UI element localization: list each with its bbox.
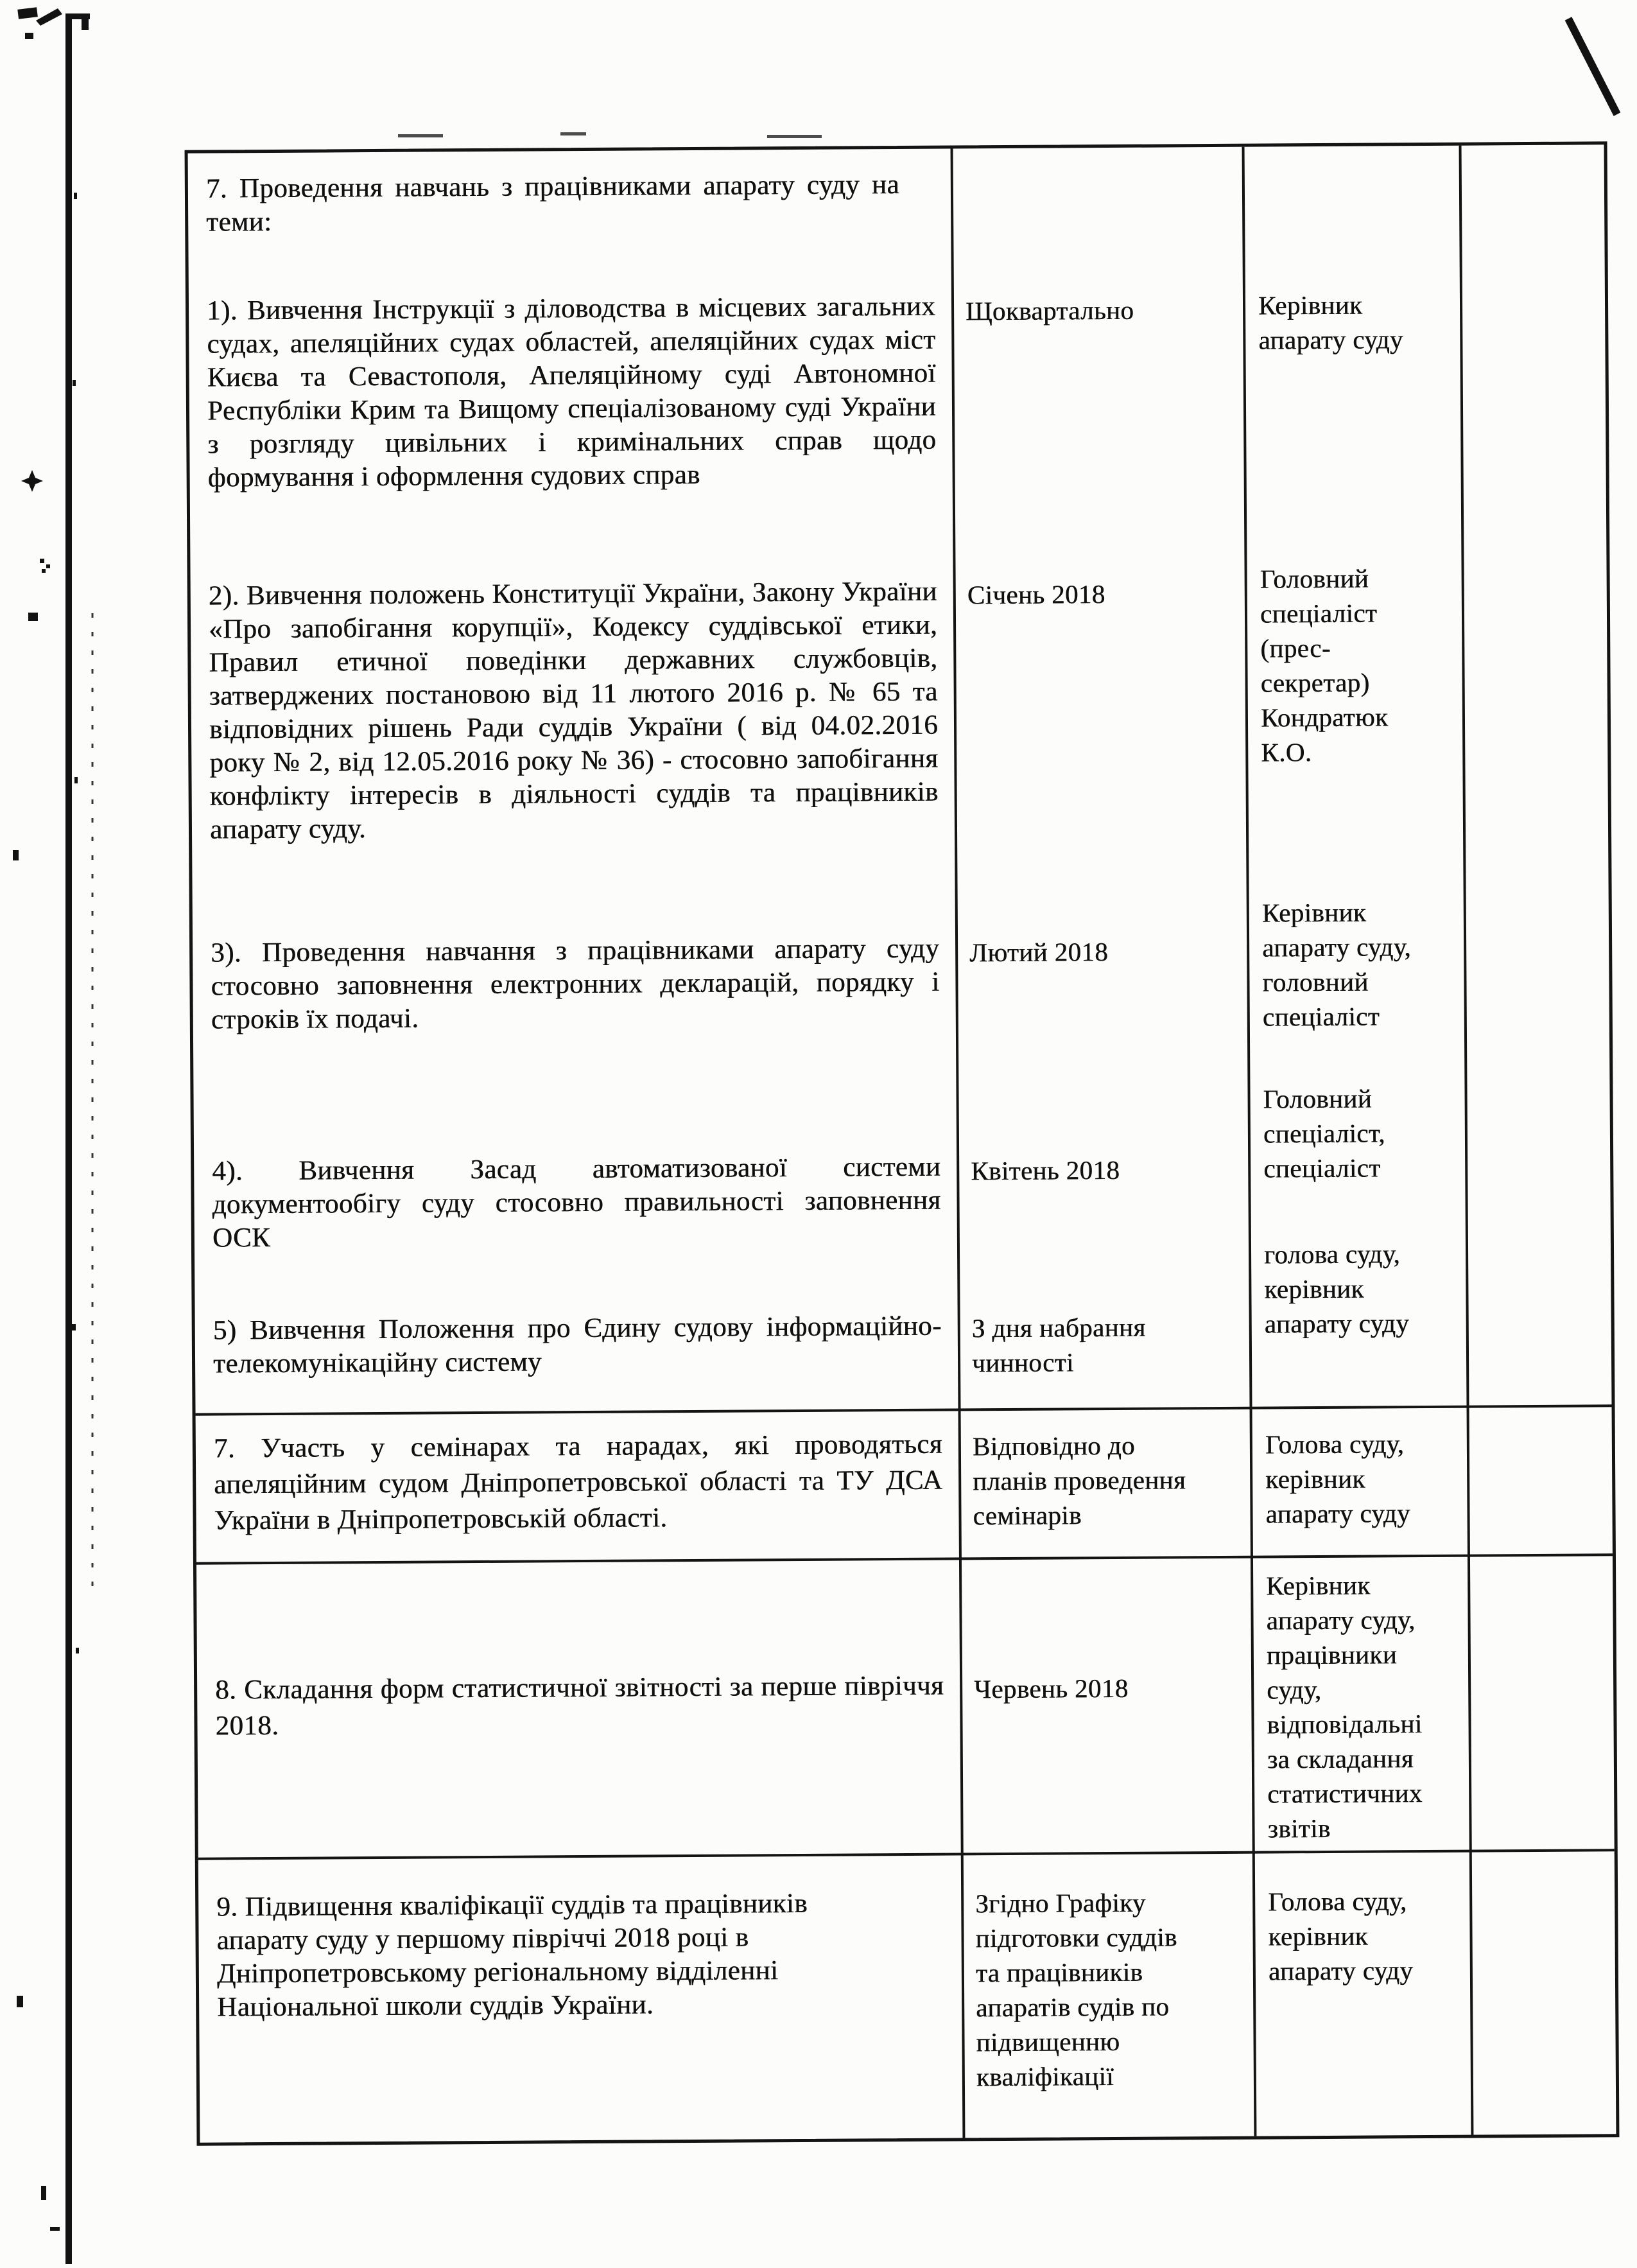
cell-responsible-row-3: Керівник апарату суду, працівники суду, відповідальні за складання статистичних звітів bbox=[1266, 1570, 1423, 1844]
cell-responsible-item-3: Керівник апарату суду, головний спеціаліст bbox=[1261, 897, 1412, 1032]
cell-activity-item-5: 5) Вивчення Положення про Єдину судову інформаційно-телекомунікаційну систему bbox=[212, 1311, 942, 1379]
ink-speck bbox=[28, 613, 38, 621]
pen-stroke-top-right bbox=[1568, 19, 1617, 114]
cell-activity-header: 7. Проведення навчань з працівниками апарату суду на теми: bbox=[205, 169, 900, 238]
cell-term-item-2: Січень 2018 bbox=[967, 579, 1105, 610]
ink-speck bbox=[46, 564, 50, 568]
ink-scribble bbox=[36, 8, 62, 26]
cell-responsible-row-2: Голова суду, керівник апарату суду bbox=[1265, 1429, 1410, 1529]
cell-activity-item-2: 2). Вивчення положень Конституції України, Закону України «Про запобігання корупції», Кодексу суддівської етики, Правил етичної поведінки державних службовців, затверджених постановою від 11 лютого 2016 р. № 65 та відповідних рішень Ради суддів України ( від 04.02.2016 року № 2, від 12.05.2016 року № 36) - стосовно запобігання конфлікту інтересів в діяльності суддів та працівників апарату суду. bbox=[208, 576, 939, 845]
ink-speck bbox=[17, 1996, 23, 2007]
ink-dash bbox=[767, 135, 822, 138]
column-divider-activities-terms bbox=[951, 148, 966, 2138]
cell-responsible-item-5: голова суду, керівник апарату суду bbox=[1263, 1239, 1410, 1339]
row-divider-3 bbox=[198, 1849, 1615, 1860]
cell-responsible-item-2: Головний спеціаліст (прес- секретар) Кондратюк К.О. bbox=[1260, 563, 1389, 767]
ink-speck bbox=[42, 569, 46, 573]
ink-speck bbox=[50, 2227, 60, 2231]
column-divider-responsible-notes bbox=[1459, 146, 1474, 2135]
plan-table bbox=[185, 141, 1620, 2145]
margin-star-mark bbox=[21, 470, 43, 492]
row-divider-1 bbox=[196, 1404, 1612, 1415]
ink-speck bbox=[74, 777, 78, 783]
cell-activity-item-3: 3). Проведення навчання з працівниками апарату суду стосовно заповнення електронних декларацій, порядку і строків їх подачі. bbox=[211, 933, 940, 1035]
cell-activity-row-4: 9. Підвищення кваліфікації суддів та працівників апарату суду у першому півріччі 2018 році в Дніпропетровському регіональному відділенні Національної школи суддів України. bbox=[216, 1888, 808, 2023]
ink-speck bbox=[13, 850, 19, 860]
cell-term-row-4: Згідно Графіку підготовки суддів та працівників апаратів судів по підвищенню кваліфікації bbox=[975, 1887, 1177, 2092]
cell-term-row-2: Відповідно до планів проведення семінарів bbox=[972, 1430, 1186, 1531]
column-divider-terms-responsible bbox=[1242, 147, 1257, 2136]
cell-term-item-5: З дня набрання чинності bbox=[971, 1312, 1146, 1378]
ink-dash bbox=[560, 132, 586, 135]
cell-term-row-3: Червень 2018 bbox=[974, 1673, 1129, 1704]
cell-term-item-1: Щоквартально bbox=[965, 295, 1134, 326]
ink-speck bbox=[72, 1324, 76, 1330]
ink-speck bbox=[74, 193, 77, 199]
cell-responsible-row-4: Голова суду, керівник апарату суду bbox=[1268, 1886, 1414, 1986]
cell-responsible-item-4: Головний спеціаліст, спеціаліст bbox=[1263, 1083, 1385, 1183]
cell-activity-row-3: 8. Складання форм статистичної звітності за перше півріччя 2018. bbox=[215, 1670, 944, 1741]
ink-speck bbox=[76, 1648, 79, 1653]
ink-scribble bbox=[17, 7, 38, 19]
cell-term-item-3: Лютий 2018 bbox=[969, 937, 1109, 968]
cell-activity-item-4: 4). Вивчення Засад автоматизованої системи документообігу суду стосовно правильності заповнення ОСК bbox=[212, 1151, 941, 1253]
cell-responsible-item-1: Керівник апарату суду bbox=[1258, 290, 1403, 355]
ink-speck bbox=[65, 13, 90, 19]
ink-speck bbox=[40, 559, 44, 563]
ink-speck bbox=[73, 380, 76, 386]
cell-activity-item-1: 1). Вивчення Інструкції з діловодства в місцевих загальних судах, апеляційних судах областей, апеляційних судах міст Києва та Севастополя, Апеляційному суді Автономної Республіки Крим та Вищому спеціалізованому суді України з розгляду цивільних і кримінальних справ щодо формування і оформлення судових справ bbox=[206, 291, 937, 493]
ink-speck bbox=[41, 2186, 46, 2200]
cell-activity-row-2: 7. Участь у семінарах та нарадах, які проводяться апеляційним судом Дніпропетровської області та ТУ ДСА України в Дніпропетровській області. bbox=[213, 1429, 943, 1536]
cell-term-item-4: Квітень 2018 bbox=[971, 1155, 1120, 1186]
ink-speck bbox=[82, 19, 89, 30]
ink-speck bbox=[25, 33, 33, 39]
row-divider-2 bbox=[196, 1553, 1613, 1564]
ink-dash bbox=[398, 134, 443, 137]
scan-margin-line bbox=[65, 13, 72, 2264]
